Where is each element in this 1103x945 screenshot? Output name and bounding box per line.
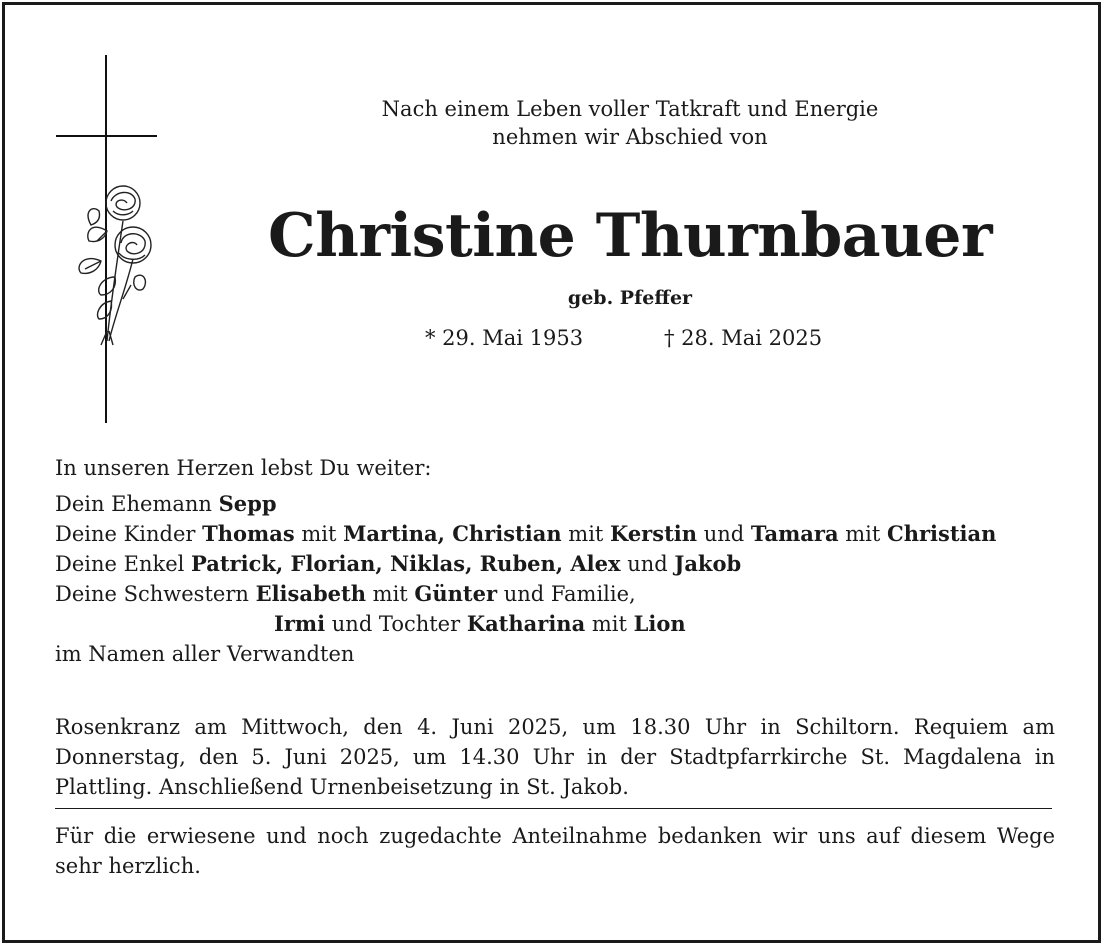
mourner-husband: Dein Ehemann Sepp: [55, 491, 277, 516]
deceased-name: Christine Thurnbauer: [267, 201, 993, 271]
mourners-closing: im Namen aller Verwandten: [55, 642, 355, 666]
intro-line-2: nehmen wir Abschied von: [492, 125, 768, 149]
mourner-sisters-cont: Irmi und Tochter Katharina mit Lion: [274, 611, 686, 636]
mourner-sisters: Deine Schwestern Elisabeth mit Günter und Familie,: [55, 581, 636, 606]
roses-icon: [71, 181, 153, 347]
thanks-note: Für die erwiesene und noch zugedachte Anteilnahme bedanken wir uns auf diesem Wege sehr herzlich.: [55, 824, 1055, 878]
mourners-heading: In unseren Herzen lebst Du weiter:: [55, 456, 432, 480]
mourners-list: [55, 453, 996, 669]
cross-bar: [56, 135, 157, 137]
service-details: Rosenkranz am Mittwoch, den 4. Juni 2025, um 18.30 Uhr in Schiltorn. Requiem am Donnerstag, den 5. Juni 2025, um 14.30 Uhr in der Stadtpfarrkirche St. Magdalena in Plattling. Anschließend Urnenbeisetzung in St. Jakob.: [55, 715, 1055, 799]
mourner-grandchildren: Deine Enkel Patrick, Florian, Niklas, Ruben, Alex und Jakob: [55, 551, 742, 576]
intro-text: [185, 95, 1075, 151]
birth-name: geb. Pfeffer: [567, 287, 693, 309]
birth-date: * 29. Mai 1953: [425, 326, 584, 350]
divider: [55, 808, 1052, 809]
obituary-card: [2, 2, 1101, 943]
death-date: † 28. Mai 2025: [664, 326, 823, 350]
mourner-children: Deine Kinder Thomas mit Martina, Christian mit Kerstin und Tamara mit Christian: [55, 521, 997, 546]
intro-line-1: Nach einem Leben voller Tatkraft und Energie: [381, 97, 879, 121]
